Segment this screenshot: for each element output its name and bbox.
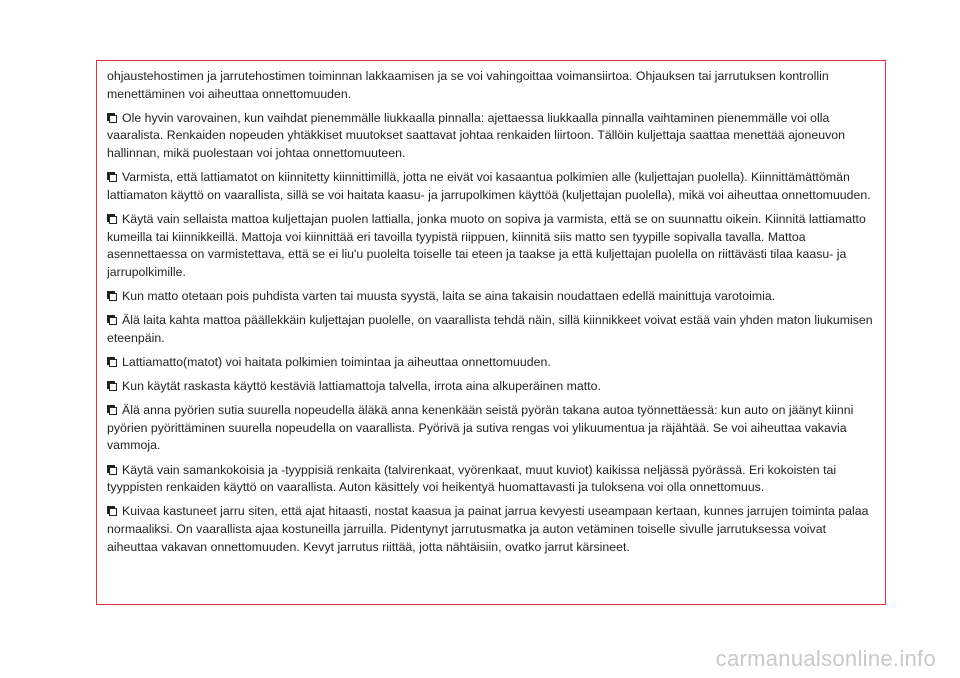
warning-item	[107, 312, 876, 347]
warning-item-text: Käytä vain sellaista mattoa kuljettajan puolen lattialla, jonka muoto on sopiva ja varmista, että se on suunnattu oikein. Kiinnitä lattiamatto kumeilla tai kiinnikkeillä. Mattoja voi kiinnittää eri tavoilla tyypistä riippuen, kiinnitä siis matto sen tyypille sopivalla tavalla. Mattoa asennettaessa on varmistettava, että se ei liu'u puolelta toiselle tai eteen ja taakse ja että kuljettajan puolella on riittävästi tilaa kaasu- ja jarrupolkimille.	[107, 211, 866, 279]
warning-item	[107, 462, 876, 497]
checkbox-bullet-icon	[107, 405, 117, 415]
checkbox-bullet-icon	[107, 172, 117, 182]
warning-item-text: Kun käytät raskasta käyttö kestäviä lattiamattoja talvella, irrota aina alkuperäinen matto.	[122, 379, 601, 394]
watermark: carmanualsonline.info	[715, 646, 936, 671]
warning-item	[107, 110, 876, 163]
intro-paragraph: ohjaustehostimen ja jarrutehostimen toiminnan lakkaamisen ja se voi vahingoittaa voimansiirtoa. Ohjauksen tai jarrutuksen kontrollin menettäminen voi aiheuttaa onnettomuuden.	[107, 69, 829, 101]
checkbox-bullet-icon	[107, 291, 117, 301]
warning-box	[96, 60, 886, 605]
checkbox-bullet-icon	[107, 381, 117, 391]
warning-item	[107, 169, 876, 204]
warning-item	[107, 402, 876, 455]
checkbox-bullet-icon	[107, 465, 117, 475]
warning-item-text: Kuivaa kastuneet jarru siten, että ajat hitaasti, nostat kaasua ja painat jarrua kevyesti useampaan kertaan, kunnes jarrujen toiminta palaa normaaliksi. On vaarallista ajaa kostuneilla jarruilla. Pidentynyt jarrutusmatka ja auton vetäminen toiselle sivulle jarrutuksessa voivat aiheuttaa vakavan onnettomuuden. Kevyt jarrutus riittää, jotta nähtäisiin, ovatko jarrut kärsineet.	[107, 504, 869, 554]
warning-item-text: Älä anna pyörien sutia suurella nopeudella äläkä anna kenenkään seistä pyörän takana autoa työnnettäessä: kun auto on jäänyt kiinni pyörien pyörittäminen suurella nopeudella on vaarallista. Pyörivä ja sutiva rengas voi ylikuumentua ja räjähtää. Se voi aiheuttaa vakavia vammoja.	[107, 403, 854, 453]
warning-item-text: Kun matto otetaan pois puhdista varten tai muusta syystä, laita se aina takaisin noudattaen edellä mainittuja varotoimia.	[122, 288, 776, 303]
warning-item	[107, 378, 876, 396]
warning-item-text: Älä laita kahta mattoa päällekkäin kuljettajan puolelle, on vaarallista tehdä näin, sillä kiinnikkeet voivat estää vain yhden maton liukumisen eteenpäin.	[107, 313, 873, 345]
warning-item	[107, 288, 876, 306]
checkbox-bullet-icon	[107, 113, 117, 123]
warning-item-text: Lattiamatto(matot) voi haitata polkimien toimintaa ja aiheuttaa onnettomuuden.	[122, 354, 551, 369]
warning-item	[107, 211, 876, 281]
checkbox-bullet-icon	[107, 214, 117, 224]
warning-item-text: Ole hyvin varovainen, kun vaihdat pienemmälle liukkaalla pinnalla: ajettaessa liukkaalla pinnalla vaihtaminen pienemmälle voi olla vaaralista. Renkaiden nopeuden yhtäkkiset muutokset saattavat johtaa renkaiden liirtoon. Tällöin kuljettaja saattaa menettää ajoneuvon hallinnan, mikä puolestaan voi johtaa onnettomuuteen.	[107, 110, 846, 160]
warning-item-text: Varmista, että lattiamatot on kiinnitetty kiinnittimillä, jotta ne eivät voi kasaantua polkimien alle (kuljettajan puolella). Kiinnittämättömän lattiamaton käyttö on vaarallista, sillä se voi haitata kaasu- ja jarrupolkimen käyttöä (kuljettajan puolella), mikä voi aiheuttaa onnettomuuden.	[107, 170, 871, 202]
checkbox-bullet-icon	[107, 506, 117, 516]
warning-item	[107, 503, 876, 556]
warning-item	[107, 354, 876, 372]
warning-item-text: Käytä vain samankokoisia ja -tyyppisiä renkaita (talvirenkaat, vyörenkaat, muut kuviot) kaikissa neljässä pyörässä. Eri kokoisten tai tyyppisten renkaiden käyttö on vaarallista. Auton käsittely voi heikentyä huomattavasti ja tuloksena voi olla onnettomuus.	[107, 462, 837, 495]
checkbox-bullet-icon	[107, 357, 117, 367]
checkbox-bullet-icon	[107, 315, 117, 325]
